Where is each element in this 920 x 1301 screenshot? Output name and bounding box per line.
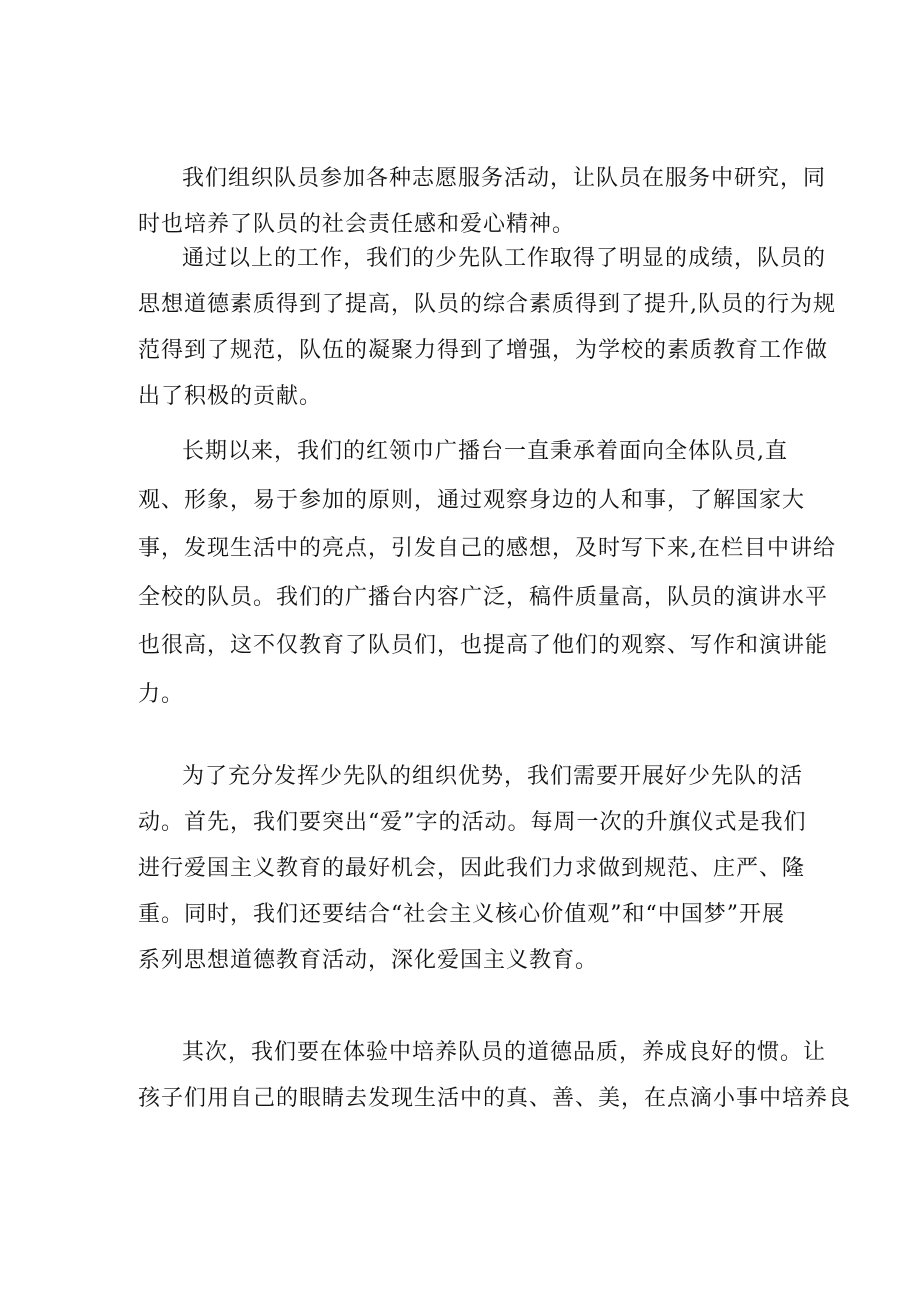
text-line: 观、形象，易于参加的原则，通过观察身边的人和事，了解国家大 [138,487,806,513]
text-line: 为了充分发挥少先队的组织优势，我们需要开展好少先队的活 [182,764,804,789]
text-line: 通过以上的工作，我们的少先队工作取得了明显的成绩，队员的 [182,246,827,271]
text-line: 范得到了规范，队伍的凝聚力得到了增强，为学校的素质教育工作做 [138,338,829,363]
text-line: 系列思想道德教育活动，深化爱国主义教育。 [138,948,599,973]
text-line: 出了积极的贡献。 [138,384,323,409]
text-line: 思想道德素质得到了提高，队员的综合素质得到了提升,队员的行为规 [138,292,836,317]
text-line: 其次，我们要在体验中培养队员的道德品质，养成良好的惯。让 [182,1040,827,1065]
text-line: 重。同时，我们还要结合“社会主义核心价值观”和“中国梦”开展 [138,902,785,927]
text-line: 进行爱国主义教育的最好机会，因此我们力求做到规范、庄严、隆 [138,856,806,881]
text-line: 事，发现生活中的亮点，引发自己的感想，及时写下来,在栏目中讲给 [138,536,836,561]
text-line: 全校的队员。我们的广播台内容广泛，稿件质量高，队员的演讲水平 [138,584,829,610]
paragraph-work-results [138,236,836,420]
paragraph-moral-qualities [138,1030,852,1122]
text-line: 时也培养了队员的社会责任感和爱心精神。 [138,212,576,237]
paragraph-volunteer-service [138,156,827,248]
paragraph-broadcast-station [138,428,836,719]
paragraph-patriotic-activities [138,754,807,984]
text-line: 也很高，这不仅教育了队员们，也提高了他们的观察、写作和演讲能 [138,633,829,658]
text-line: 长期以来，我们的红领巾广播台一直秉承着面向全体队员,直 [182,439,788,464]
text-line: 力。 [138,681,185,707]
text-line: 我们组织队员参加各种志愿服务活动，让队员在服务中研究，同 [182,166,827,191]
text-line: 动。首先，我们要突出“爱”字的活动。每周一次的升旗仪式是我们 [138,810,807,835]
text-line: 孩子们用自己的眼睛去发现生活中的真、善、美，在点滴小事中培养良 [138,1086,852,1111]
